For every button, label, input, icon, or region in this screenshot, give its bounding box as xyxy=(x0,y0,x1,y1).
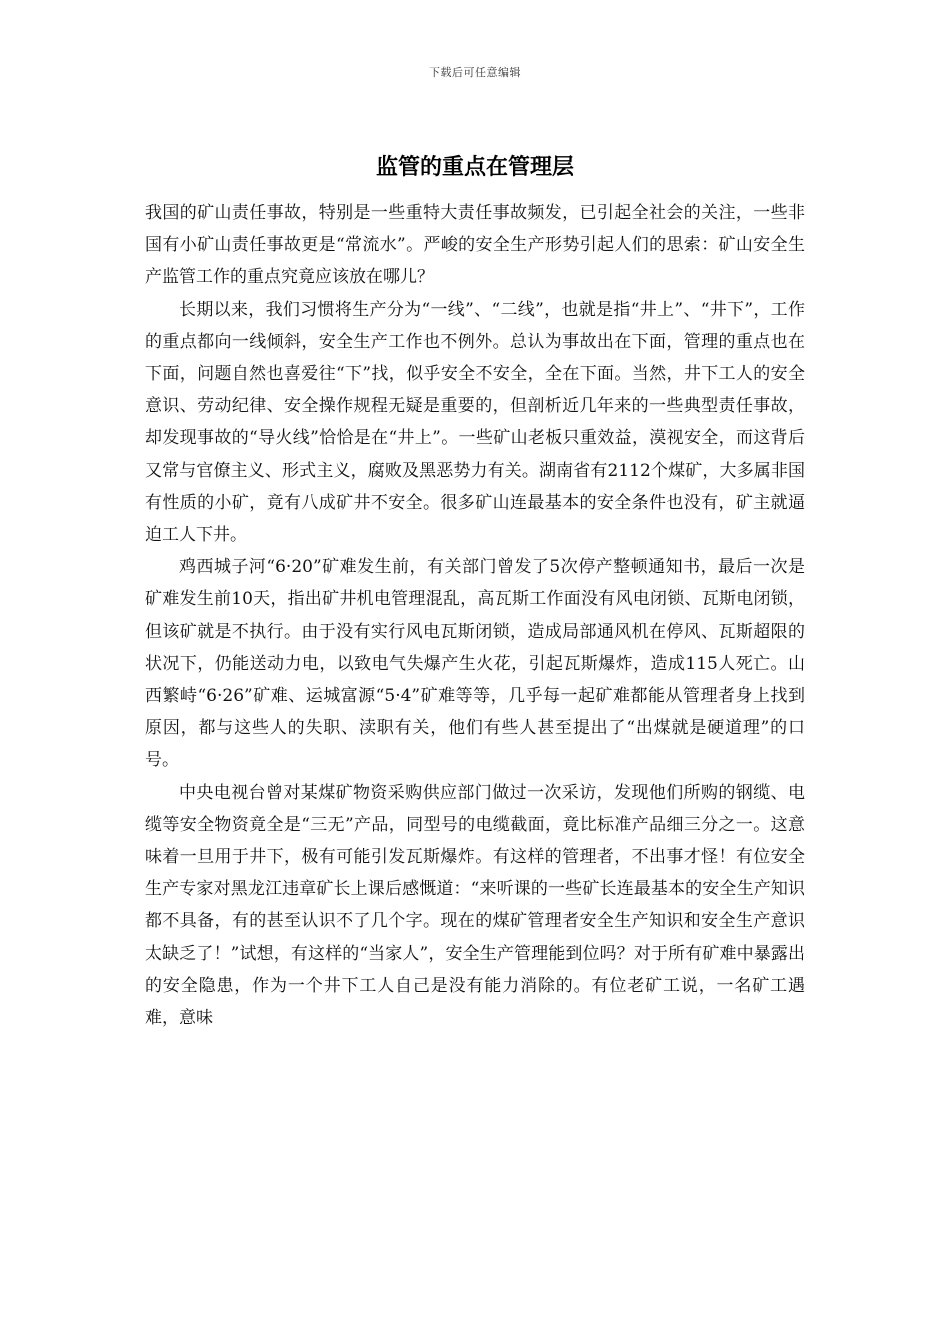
paragraph-jixi-disaster: 鸡西城子河“6·20”矿难发生前，有关部门曾发了5次停产整顿通知书，最后一次是矿难发生前10天，指出矿井机电管理混乱，高瓦斯工作面没有风电闭锁、瓦斯电闭锁，但该矿就是不执行。由于没有实行风电瓦斯闭锁，造成局部通风机在停风、瓦斯超限的状况下，仍能送动力电，以致电气失爆产生火花，引起瓦斯爆炸，造成115人死亡。山西繁峙“6·26”矿难、运城富源“5·4”矿难等等，几乎每一起矿难都能从管理者身上找到原因，都与这些人的失职、渎职有关，他们有些人甚至提出了“出煤就是硬道理”的口号。 xyxy=(145,557,805,771)
header-note: 下载后可任意编辑 xyxy=(429,66,521,79)
paragraph-front-line: 长期以来，我们习惯将生产分为“一线”、“二线”，也就是指“井上”、“井下”，工作的重点都向一线倾斜，安全生产工作也不例外。总认为事故出在下面，管理的重点也在下面，问题自然也喜爱往“下”找，似乎安全不安全，全在下面。当然，井下工人的安全意识、劳动纪律、安全操作规程无疑是重要的，但剖析近几年来的一些典型责任事故，却发现事故的“导火线”恰恰是在“井上”。一些矿山老板只重效益，漠视安全，而这背后又常与官僚主义、形式主义，腐败及黑恶势力有关。湖南省有2112个煤矿，大多属非国有性质的小矿，竟有八成矿井不安全。很多矿山连最基本的安全条件也没有，矿主就逼迫工人下井。 xyxy=(145,299,805,546)
paragraph-cctv-report: 中央电视台曾对某煤矿物资采购供应部门做过一次采访，发现他们所购的钢缆、电缆等安全物资竟全是“三无”产品，同型号的电缆截面，竟比标准产品细三分之一。这意味着一旦用于井下，极有可能引发瓦斯爆炸。有这样的管理者，不出事才怪！有位安全生产专家对黑龙江违章矿长上课后感慨道：“来听课的一些矿长连最基本的安全生产知识都不具备，有的甚至认识不了几个字。现在的煤矿管理者安全生产知识和安全生产意识太缺乏了！”试想，有这样的“当家人”，安全生产管理能到位吗？对于所有矿难中暴露出的安全隐患，作为一个井下工人自己是没有能力消除的。有位老矿工说，一名矿工遇难，意味 xyxy=(145,782,805,1029)
paragraph-intro: 我国的矿山责任事故，特别是一些重特大责任事故频发，已引起全社会的关注，一些非国有小矿山责任事故更是“常流水”。严峻的安全生产形势引起人们的思索：矿山安全生产监管工作的重点究竟应该放在哪儿？ xyxy=(145,203,805,288)
document-body xyxy=(145,197,805,1034)
document-title: 监管的重点在管理层 xyxy=(375,154,574,180)
